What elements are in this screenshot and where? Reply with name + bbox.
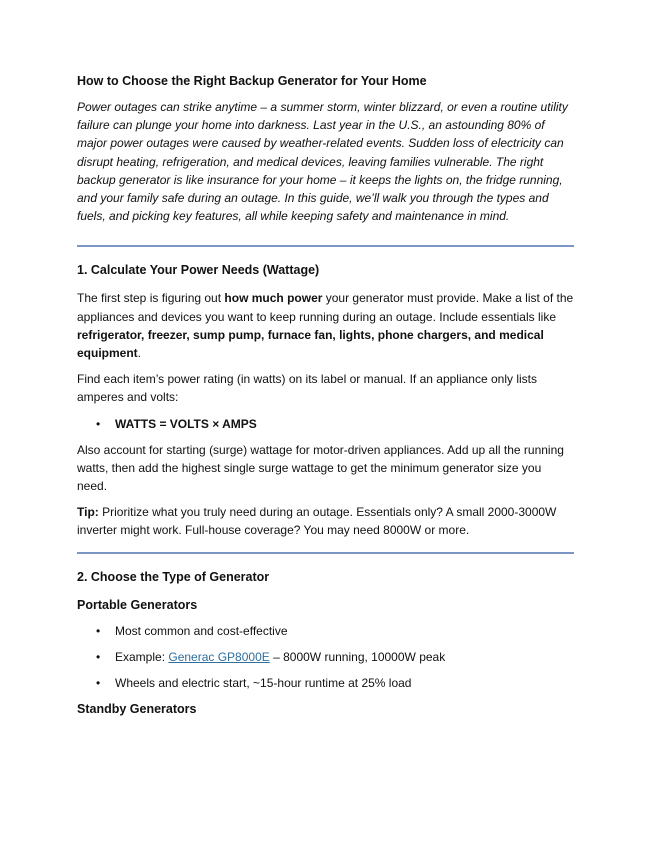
list-item (77, 622, 574, 640)
tip-text: Prioritize what you truly need during an outage. Essentials only? A small 2000-3000W inverter might work. Full-house coverage? You may need 8000W or more. (77, 505, 557, 538)
list-item-text: Wheels and electric start, ~15-hour runtime at 25% load (115, 675, 412, 690)
standby-generators-heading: Standby Generators (77, 701, 197, 716)
section-divider (77, 552, 574, 554)
list-item-text: – 8000W running, 10000W peak (269, 649, 446, 664)
section-2-heading: 2. Choose the Type of Generator (77, 569, 270, 584)
document-body (77, 72, 574, 726)
text-run: The first step is figuring out (77, 291, 225, 306)
bullet-icon: • (96, 675, 101, 690)
list-item (77, 648, 574, 666)
portable-generators-list (77, 622, 574, 692)
text-run: . (137, 346, 142, 361)
bold-text: how much power (224, 291, 323, 306)
intro-paragraph: Power outages can strike anytime – a summer storm, winter blizzard, or even a routine utility failure can plunge your home into darkness. Last year in the U.S., an astounding 80% of major power outages were caused by weather-related events. Sudden loss of electricity can disrupt heating, refrigeration, and medical devices, leaving families vulnerable. The right backup generator is like insurance for your home – it keeps the lights on, the fridge running, and your family safe during an outage. In this guide, we’ll walk you through the types and fuels, and picking key features, all while keeping safety and maintenance in mind. (77, 100, 568, 224)
formula-list (77, 415, 574, 433)
bullet-icon: • (96, 649, 101, 664)
section-divider (77, 245, 574, 247)
wattage-paragraph: Find each item’s power rating (in watts) on its label or manual. If an appliance only lists amperes and volts: (77, 372, 538, 405)
portable-generators-heading: Portable Generators (77, 597, 198, 612)
bold-text: refrigerator, freezer, sump pump, furnace fan, lights, phone chargers, and medical equipment (77, 327, 544, 361)
surge-paragraph: Also account for starting (surge) wattage for motor-driven appliances. Add up all the running watts, then add the highest single surge wattage to get the minimum generator size you need. (77, 442, 564, 494)
bullet-icon: • (96, 416, 101, 431)
tip-label: Tip: (77, 505, 99, 520)
text-run: your generator must provide. Make a list of the appliances and devices you want to keep running during an outage. Include essentials like (77, 291, 574, 324)
tip-paragraph (77, 503, 574, 539)
list-item-text: Most common and cost-effective (115, 623, 288, 638)
generac-gp8000e-link[interactable]: Generac GP8000E (168, 649, 270, 664)
wattage-formula: WATTS = VOLTS × AMPS (115, 416, 257, 431)
list-item-text: Example: (115, 649, 169, 664)
document-title: How to Choose the Right Backup Generator for Your Home (77, 74, 427, 88)
bullet-icon: • (96, 623, 101, 638)
power-needs-paragraph (77, 289, 574, 362)
list-item (77, 415, 574, 433)
list-item (77, 674, 574, 692)
section-1-heading: 1. Calculate Your Power Needs (Wattage) (77, 263, 320, 278)
